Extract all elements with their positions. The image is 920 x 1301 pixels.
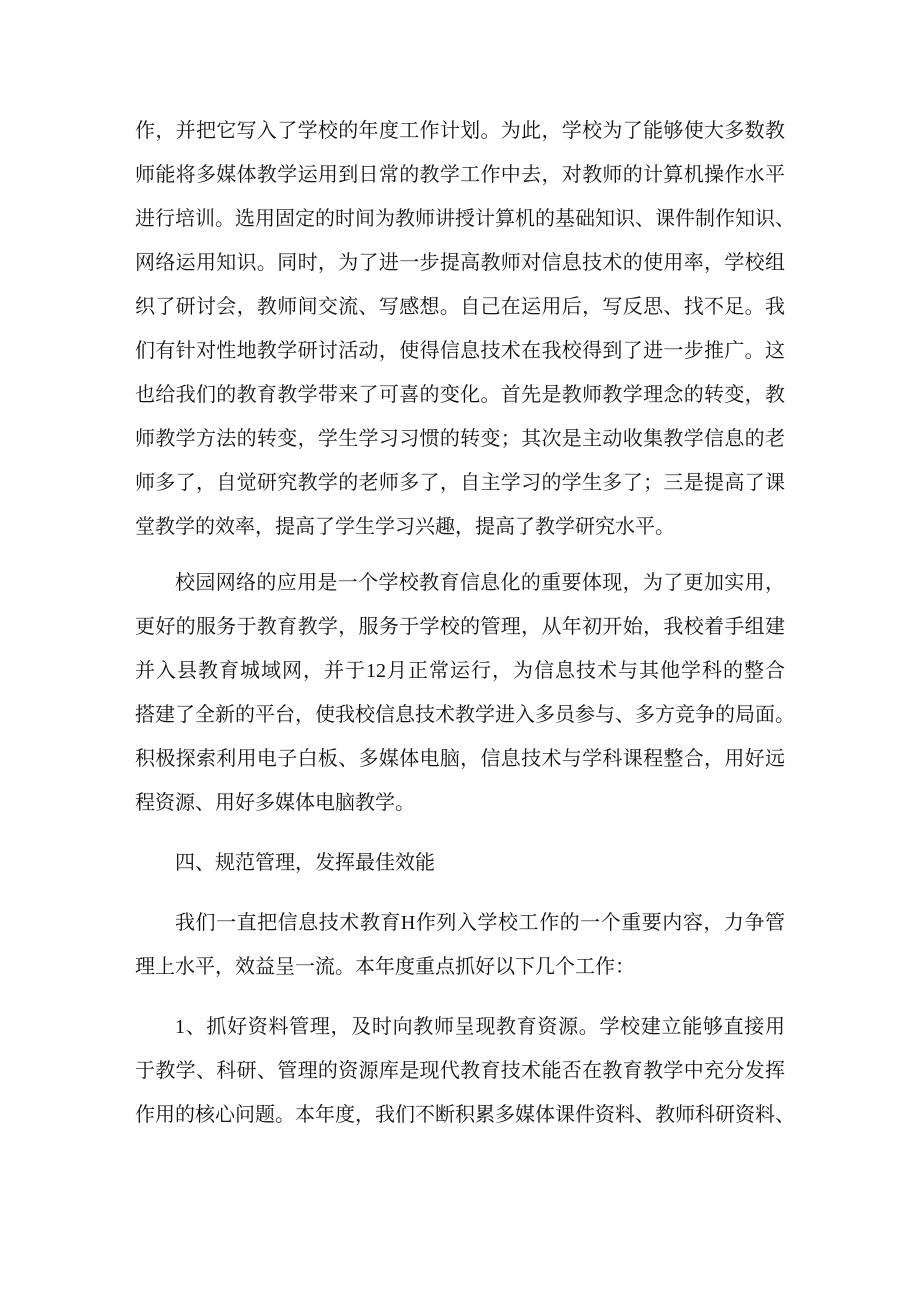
section-heading: 四、规范管理，发挥最佳效能 [175, 852, 435, 874]
text-line: 并入县教育城域网，并于12月正常运行，为信息技术与其他学科的整合 [135, 660, 785, 682]
text-line: 我们一直把信息技术教育H作列入学校工作的一个重要内容，力争管 [175, 912, 785, 934]
text-line: 作用的核心问题。本年度，我们不断积累多媒体课件资料、教师科研资料、 [135, 1104, 795, 1126]
text-line: 织了研讨会，教师间交流、写感想。自己在运用后，写反思、找不足。我 [135, 296, 785, 318]
text-line: 进行培训。选用固定的时间为教师讲授计算机的基础知识、课件制作知识、 [135, 208, 795, 230]
text-line: 们有针对性地教学研讨活动，使得信息技术在我校得到了进一步推广。这 [135, 340, 785, 362]
text-line: 作，并把它写入了学校的年度工作计划。为此，学校为了能够使大多数教 [135, 120, 785, 142]
text-line: 也给我们的教育教学带来了可喜的变化。首先是教师教学理念的转变，教 [135, 384, 785, 406]
text-line: 程资源、用好多媒体电脑教学。 [135, 792, 415, 814]
text-line: 积极探索利用电子白板、多媒体电脑，信息技术与学科课程整合，用好远 [135, 748, 785, 770]
text-line: 师能将多媒体教学运用到日常的教学工作中去，对教师的计算机操作水平 [135, 164, 785, 186]
text-line: 更好的服务于教育教学，服务于学校的管理，从年初开始，我校着手组建 [135, 616, 785, 638]
text-line: 网络运用知识。同时，为了进一步提高教师对信息技术的使用率，学校组 [135, 252, 785, 274]
text-line: 师教学方法的转变，学生学习习惯的转变；其次是主动收集教学信息的老 [135, 428, 785, 450]
text-line: 校园网络的应用是一个学校教育信息化的重要体现，为了更加实用， [175, 572, 785, 594]
text-line: 于教学、科研、管理的资源库是现代教育技术能否在教育教学中充分发挥 [135, 1060, 785, 1082]
text-line: 堂教学的效率，提高了学生学习兴趣，提高了教学研究水平。 [135, 516, 675, 538]
text-line: 1、抓好资料管理，及时向教师呈现教育资源。学校建立能够直接用 [175, 1016, 785, 1038]
text-line: 理上水平，效益呈一流。本年度重点抓好以下几个工作： [135, 956, 635, 978]
text-line: 搭建了全新的平台，使我校信息技术教学进入多员参与、多方竞争的局面。 [135, 704, 795, 726]
text-line: 师多了，自觉研究教学的老师多了，自主学习的学生多了；三是提高了课 [135, 472, 785, 494]
